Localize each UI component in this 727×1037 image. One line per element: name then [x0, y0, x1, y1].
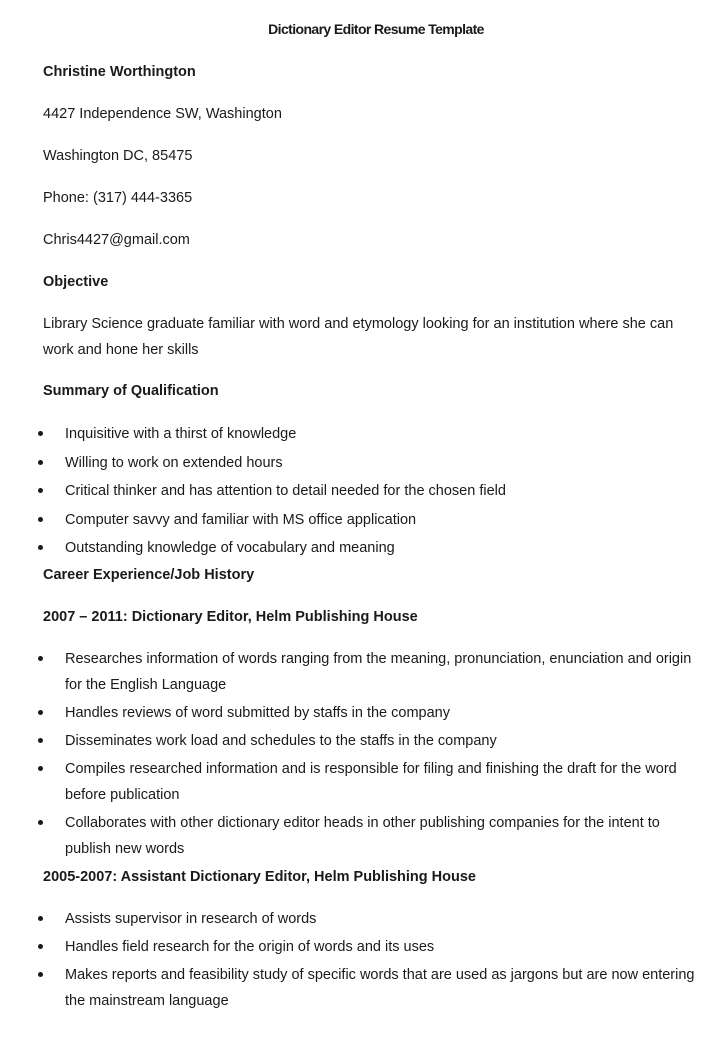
list-item: Handles field research for the origin of words and its uses	[0, 934, 700, 960]
list-item: Collaborates with other dictionary editor heads in other publishing companies for the intent to publish new words	[0, 810, 700, 862]
job-1-duties	[0, 646, 700, 864]
list-item: Computer savvy and familiar with MS office application	[0, 507, 700, 533]
address-line-2: Washington DC, 85475	[43, 148, 193, 164]
list-item: Researches information of words ranging from the meaning, pronunciation, enunciation and origin for the English Language	[0, 646, 700, 698]
phone-line: Phone: (317) 444-3365	[43, 190, 193, 206]
bullet-icon	[38, 656, 43, 661]
list-item: Makes reports and feasibility study of specific words that are used as jargons but are now entering the mainstream language	[0, 962, 700, 1014]
bullet-icon	[38, 820, 43, 825]
summary-heading: Summary of Qualification	[43, 383, 219, 399]
address-line-1: 4427 Independence SW, Washington	[43, 106, 282, 122]
email-line: Chris4427@gmail.com	[43, 232, 190, 248]
bullet-icon	[38, 517, 43, 522]
bullet-icon	[38, 710, 43, 715]
bullet-icon	[38, 545, 43, 550]
objective-heading: Objective	[43, 274, 109, 290]
bullet-icon	[38, 431, 43, 436]
candidate-name: Christine Worthington	[43, 64, 196, 80]
list-item: Compiles researched information and is responsible for filing and finishing the draft for the word before publication	[0, 756, 700, 808]
experience-heading: Career Experience/Job History	[43, 567, 255, 583]
list-item: Critical thinker and has attention to detail needed for the chosen field	[0, 478, 700, 504]
list-item: Willing to work on extended hours	[0, 450, 700, 476]
objective-text: Library Science graduate familiar with word and etymology looking for an institution where she can work and hone her skills	[43, 316, 674, 358]
list-item: Outstanding knowledge of vocabulary and meaning	[0, 535, 700, 561]
bullet-icon	[38, 488, 43, 493]
bullet-icon	[38, 460, 43, 465]
list-item: Disseminates work load and schedules to the staffs in the company	[0, 728, 700, 754]
summary-list	[0, 421, 700, 564]
bullet-icon	[38, 738, 43, 743]
bullet-icon	[38, 916, 43, 921]
list-item: Inquisitive with a thirst of knowledge	[0, 421, 700, 447]
bullet-icon	[38, 944, 43, 949]
list-item: Handles reviews of word submitted by staffs in the company	[0, 700, 700, 726]
job-title-2: 2005-2007: Assistant Dictionary Editor, Helm Publishing House	[43, 869, 476, 885]
document-title: Dictionary Editor Resume Template	[268, 21, 484, 37]
job-title-1: 2007 – 2011: Dictionary Editor, Helm Publishing House	[43, 609, 418, 625]
bullet-icon	[38, 766, 43, 771]
list-item: Assists supervisor in research of words	[0, 906, 700, 932]
bullet-icon	[38, 972, 43, 977]
job-2-duties	[0, 906, 700, 1016]
